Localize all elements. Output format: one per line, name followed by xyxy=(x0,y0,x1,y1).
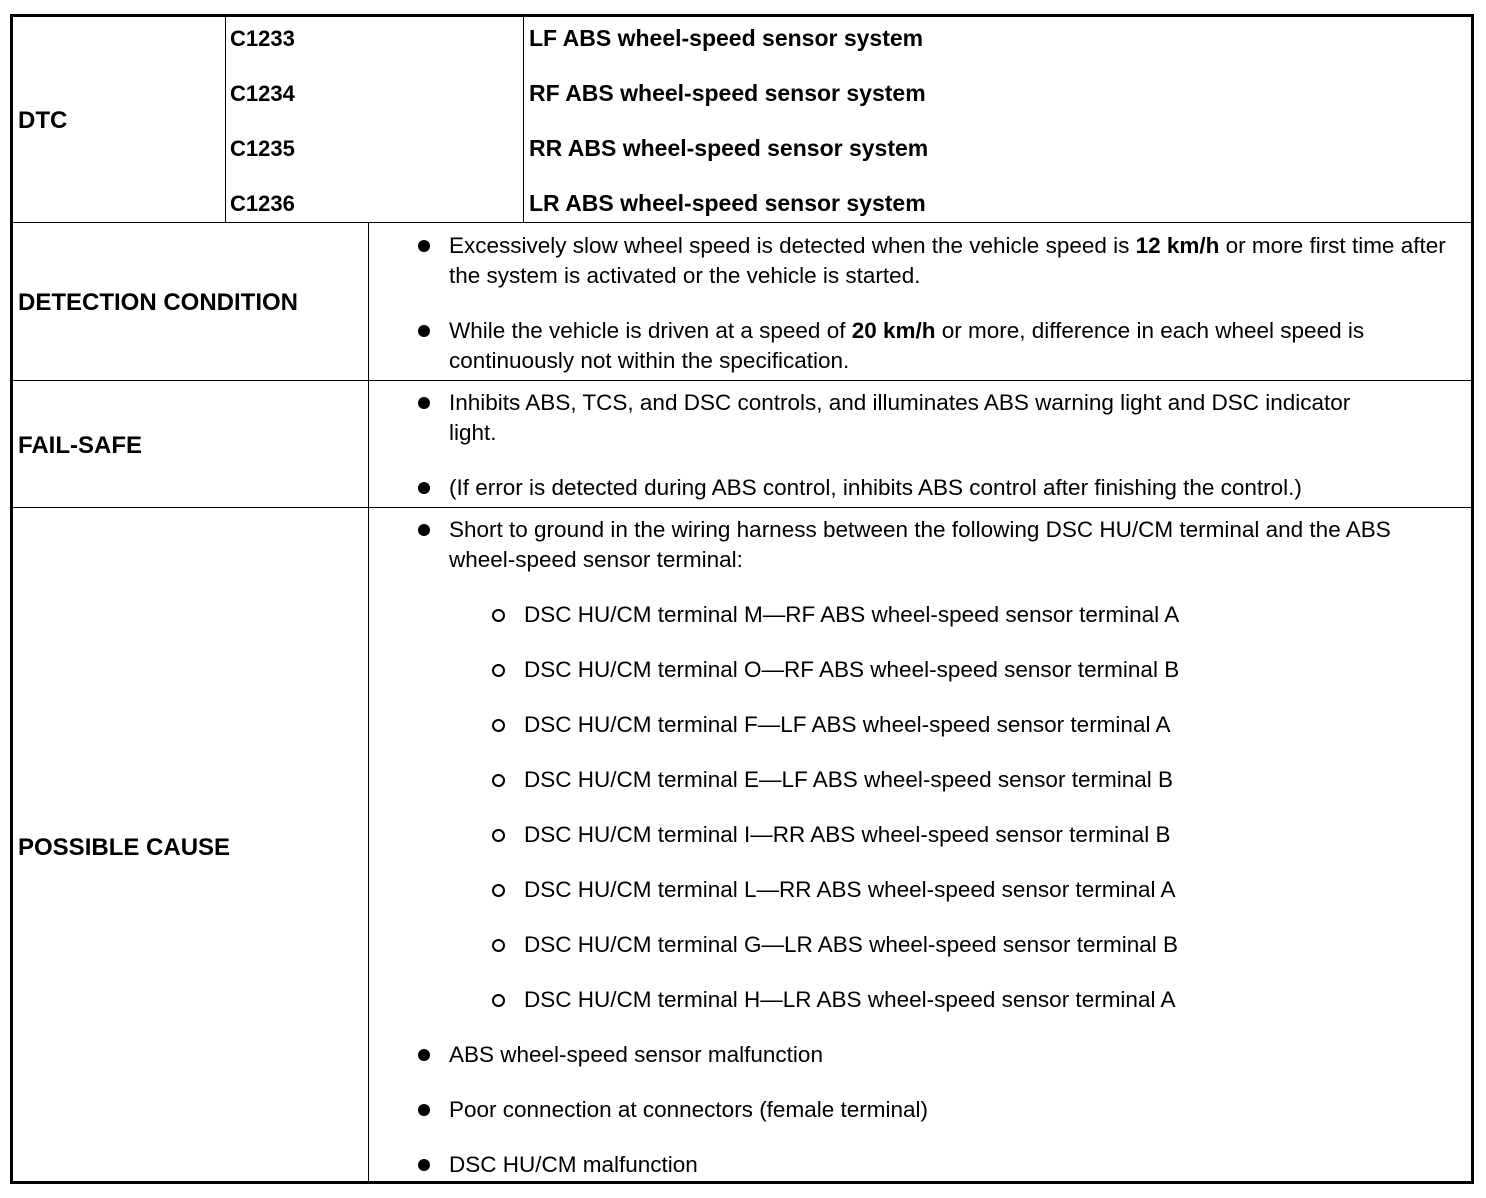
fail-safe-label: FAIL-SAFE xyxy=(18,432,142,459)
fail-safe-item: (If error is detected during ABS control, inhibits ABS control after finishing the control.) xyxy=(449,473,1459,503)
bullet-icon xyxy=(418,524,430,536)
possible-cause-item: Short to ground in the wiring harness between the following DSC HU/CM terminal and the ABS wheel-speed sensor terminal: xyxy=(449,515,1459,575)
sub-bullet-icon xyxy=(492,664,505,677)
bullet-icon xyxy=(418,325,430,337)
dtc-code: C1233 xyxy=(230,26,295,51)
dtc-code: C1234 xyxy=(230,81,295,106)
sub-bullet-icon xyxy=(492,829,505,842)
sub-bullet-icon xyxy=(492,884,505,897)
sub-bullet-icon xyxy=(492,774,505,787)
possible-cause-item: DSC HU/CM malfunction xyxy=(449,1150,1459,1180)
sub-bullet-icon xyxy=(492,994,505,1007)
terminal-item: DSC HU/CM terminal M—RF ABS wheel-speed sensor terminal A xyxy=(524,600,1179,630)
possible-cause-item: Poor connection at connectors (female terminal) xyxy=(449,1095,1459,1125)
dtc-description: RR ABS wheel-speed sensor system xyxy=(529,135,929,161)
possible-cause-item: ABS wheel-speed sensor malfunction xyxy=(449,1040,1459,1070)
dtc-description: RF ABS wheel-speed sensor system xyxy=(529,80,926,106)
bullet-icon xyxy=(418,1049,430,1061)
dtc-col-divider-2 xyxy=(523,16,524,223)
terminal-item: DSC HU/CM terminal H—LR ABS wheel-speed sensor terminal A xyxy=(524,985,1175,1015)
terminal-item: DSC HU/CM terminal F—LF ABS wheel-speed sensor terminal A xyxy=(524,710,1170,740)
bullet-icon xyxy=(418,482,430,494)
bullet-icon xyxy=(418,240,430,252)
detection-item: Excessively slow wheel speed is detected when the vehicle speed is 12 km/h or more first time after the system is activated or the vehicle is started. xyxy=(449,231,1459,291)
dtc-description: LR ABS wheel-speed sensor system xyxy=(529,190,926,216)
terminal-item: DSC HU/CM terminal G—LR ABS wheel-speed sensor terminal B xyxy=(524,930,1178,960)
bullet-icon xyxy=(418,397,430,409)
dtc-label: DTC xyxy=(18,107,68,134)
terminal-item: DSC HU/CM terminal L—RR ABS wheel-speed sensor terminal A xyxy=(524,875,1175,905)
dtc-code: C1236 xyxy=(230,191,295,216)
bullet-icon xyxy=(418,1159,430,1171)
dtc-code: C1235 xyxy=(230,136,295,161)
row-divider-failsafe xyxy=(12,507,1474,508)
dtc-description: LF ABS wheel-speed sensor system xyxy=(529,25,924,51)
terminal-item: DSC HU/CM terminal I—RR ABS wheel-speed sensor terminal B xyxy=(524,820,1170,850)
dtc-col-divider-1 xyxy=(225,16,226,223)
bullet-icon xyxy=(418,1104,430,1116)
row-divider-detection xyxy=(12,380,1474,381)
sub-bullet-icon xyxy=(492,609,505,622)
detection-condition-label: DETECTION CONDITION xyxy=(18,289,298,316)
row-divider-dtc xyxy=(12,222,1474,223)
possible-cause-label: POSSIBLE CAUSE xyxy=(18,834,231,861)
fail-safe-item: Inhibits ABS, TCS, and DSC controls, and illuminates ABS warning light and DSC indicator light. xyxy=(449,388,1379,448)
sub-bullet-icon xyxy=(492,719,505,732)
detection-item: While the vehicle is driven at a speed of 20 km/h or more, difference in each wheel speed is continuously not within the specification. xyxy=(449,316,1459,376)
content-col-divider xyxy=(368,222,369,1183)
sub-bullet-icon xyxy=(492,939,505,952)
terminal-item: DSC HU/CM terminal E—LF ABS wheel-speed sensor terminal B xyxy=(524,765,1173,795)
terminal-item: DSC HU/CM terminal O—RF ABS wheel-speed sensor terminal B xyxy=(524,655,1179,685)
